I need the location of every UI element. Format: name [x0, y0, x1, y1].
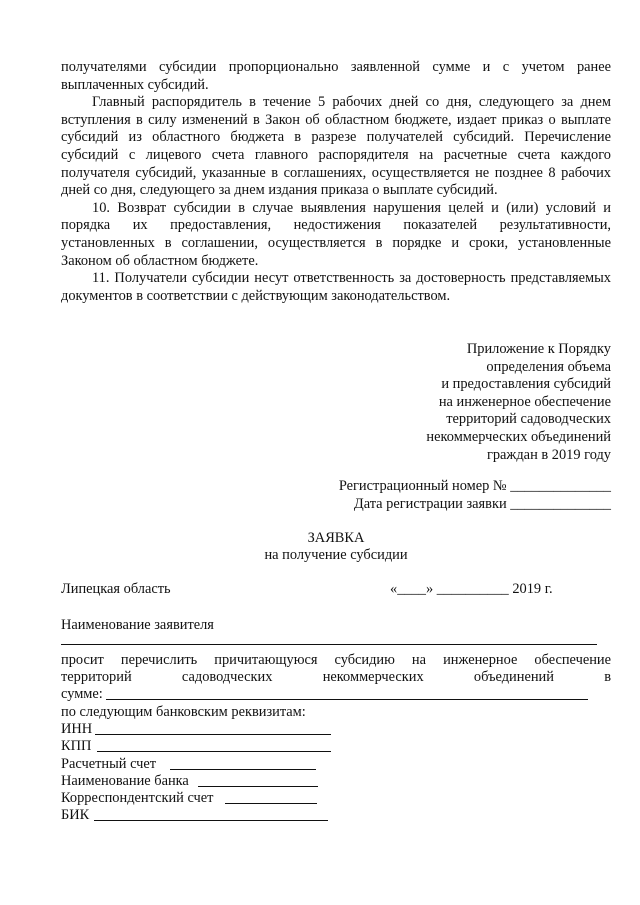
appendix-note — [311, 341, 611, 464]
appendix-line: на инженерное обеспечение — [438, 393, 611, 410]
corr-account-field-line[interactable] — [225, 790, 317, 804]
corr-account-label: Корреспондентский счет — [61, 790, 214, 806]
bank-name-field-line[interactable] — [198, 773, 318, 787]
appendix-line: некоммерческих объединений — [426, 428, 611, 445]
appendix-line: определения объема — [486, 358, 611, 375]
form-subtitle: на получение субсидии — [264, 547, 408, 563]
request-text-line-2: территорий садоводческих некоммерческих объединений в — [61, 669, 611, 685]
paragraph-continuation: получателями субсидии пропорционально заявленной сумме и с учетом ранее выплаченных субсидий. — [61, 59, 611, 93]
bik-label: БИК — [61, 807, 90, 823]
body-text — [61, 59, 611, 305]
paragraph-main-distributor: Главный распорядитель в течение 5 рабочих дней со дня, следующего за днем вступления в силу изменений в Закон об областном бюджете, издает приказ о выплате субсидий из областного бюджета в разрезе получателей субсидий. Перечисление субсидий с лицевого счета главного распорядителя на расчетные счета каждого получателя субсидий, указанные в соглашениях, осуществляется не позднее 8 рабочих дней со дня, следующего за днем издания приказа о выплате субсидий. — [61, 94, 611, 199]
appendix-line: Приложение к Порядку — [466, 341, 611, 357]
bank-details-intro: по следующим банковским реквизитам: — [61, 704, 306, 720]
inn-field-line[interactable] — [95, 721, 331, 735]
appendix-line: и предоставления субсидий — [441, 376, 611, 393]
registration-block — [211, 478, 611, 513]
applicant-label: Наименование заявителя — [61, 617, 214, 633]
region-label: Липецкая область — [61, 581, 171, 597]
request-text-line-1: просит перечислить причитающуюся субсидию на инженерное обеспечение — [61, 652, 611, 668]
sum-field-line[interactable] — [106, 686, 588, 700]
form-title: ЗАЯВКА — [307, 530, 365, 546]
kpp-field-line[interactable] — [97, 738, 331, 752]
bik-field-line[interactable] — [94, 807, 328, 821]
paragraph-11: 11. Получатели субсидии несут ответственность за достоверность представляемых документов в соответствии с действующим законодательством. — [61, 270, 611, 304]
registration-date: Дата регистрации заявки ______________ — [353, 495, 611, 512]
account-label: Расчетный счет — [61, 756, 157, 772]
registration-number: Регистрационный номер № ______________ — [338, 478, 611, 494]
sum-label: сумме: — [61, 686, 103, 702]
date-field: «____» __________ 2019 г. — [390, 581, 553, 597]
appendix-line: граждан в 2019 году — [486, 446, 611, 463]
applicant-name-line[interactable] — [61, 631, 597, 645]
appendix-line: территорий садоводческих — [446, 411, 611, 428]
bank-name-label: Наименование банка — [61, 773, 189, 789]
kpp-label: КПП — [61, 738, 92, 754]
account-field-line[interactable] — [170, 756, 316, 770]
inn-label: ИНН — [61, 721, 93, 737]
paragraph-10: 10. Возврат субсидии в случае выявления нарушения целей и (или) условий и порядка их предоставления, недостижения показателей результативности, установленных в соглашении, осуществляется в порядке и сроки, установленные Законом об областном бюджете. — [61, 199, 611, 269]
